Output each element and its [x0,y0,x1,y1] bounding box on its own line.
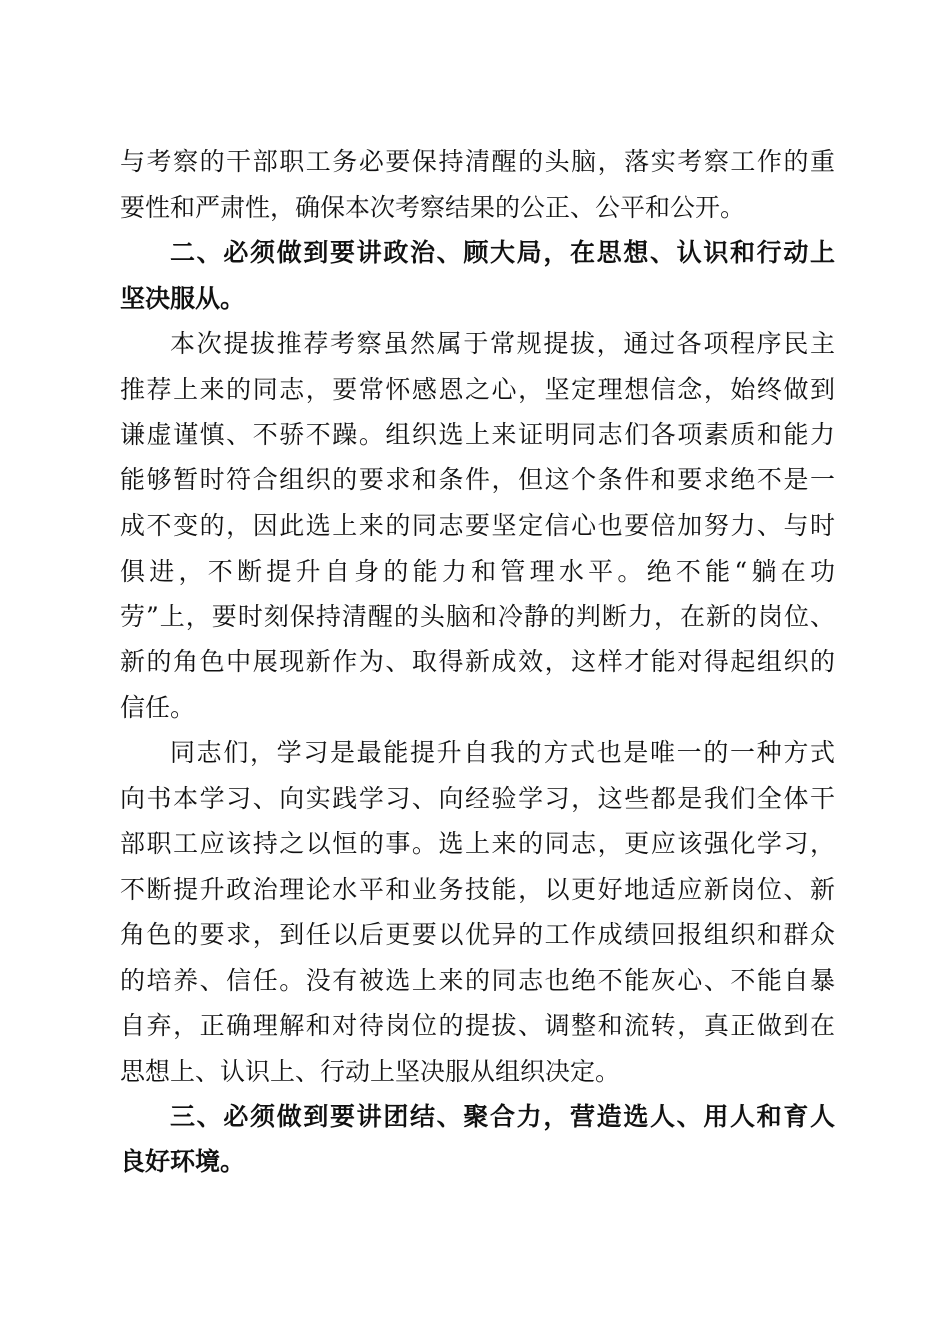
paragraph-3-line-8: 思想上、认识上、行动上坚决服从组织决定。 [120,1057,621,1086]
paragraph-2-line-1: 本次提拔推荐考察虽然属于常规提拔，通过各项程序民主 [170,329,835,358]
paragraph-3-line-2: 向书本学习、向实践学习、向经验学习，这些都是我们全体干 [120,784,835,813]
paragraph-2-line-9: 信任。 [120,693,196,722]
paragraph-2-line-3: 谦虚谨慎、不骄不躁。组织选上来证明同志们各项素质和能力 [120,420,835,449]
paragraph-3-line-7: 自弃，正确理解和对待岗位的提拔、调整和流转，真正做到在 [120,1011,835,1040]
paragraph-3-line-4: 不断提升政治理论水平和业务技能，以更好地适应新岗位、新 [120,875,835,904]
paragraph-2-line-6: 俱进，不断提升自身的能力和管理水平。绝不能“躺在功 [120,557,835,586]
paragraph-2-line-2: 推荐上来的同志，要常怀感恩之心，坚定理想信念，始终做到 [120,375,835,404]
paragraph-2-line-5: 成不变的，因此选上来的同志要坚定信心也要倍加努力、与时 [120,511,835,540]
paragraph-3-line-6: 的培养、信任。没有被选上来的同志也绝不能灰心、不能自暴 [120,966,835,995]
paragraph-1-line-2: 要性和严肃性，确保本次考察结果的公正、公平和公开。 [120,193,746,222]
section-heading-2-line-1: 二、必须做到要讲政治、顾大局，在思想、认识和行动上 [170,238,835,267]
paragraph-2-line-7: 劳”上，要时刻保持清醒的头脑和冷静的判断力，在新的岗位、 [120,602,835,631]
paragraph-2-line-8: 新的角色中展现新作为、取得新成效，这样才能对得起组织的 [120,647,835,676]
paragraph-2-line-4: 能够暂时符合组织的要求和条件，但这个条件和要求绝不是一 [120,465,835,494]
section-heading-3-line-2: 良好环境。 [120,1147,246,1176]
paragraph-3-line-1: 同志们，学习是最能提升自我的方式也是唯一的一种方式 [170,738,835,767]
section-heading-2-line-2: 坚决服从。 [120,284,246,313]
paragraph-1-line-1: 与考察的干部职工务必要保持清醒的头脑，落实考察工作的重 [120,147,835,176]
paragraph-3-line-3: 部职工应该持之以恒的事。选上来的同志，更应该强化学习， [120,829,835,858]
section-heading-3-line-1: 三、必须做到要讲团结、聚合力，营造选人、用人和育人 [170,1102,835,1131]
paragraph-3-line-5: 角色的要求，到任以后更要以优异的工作成绩回报组织和群众 [120,920,835,949]
